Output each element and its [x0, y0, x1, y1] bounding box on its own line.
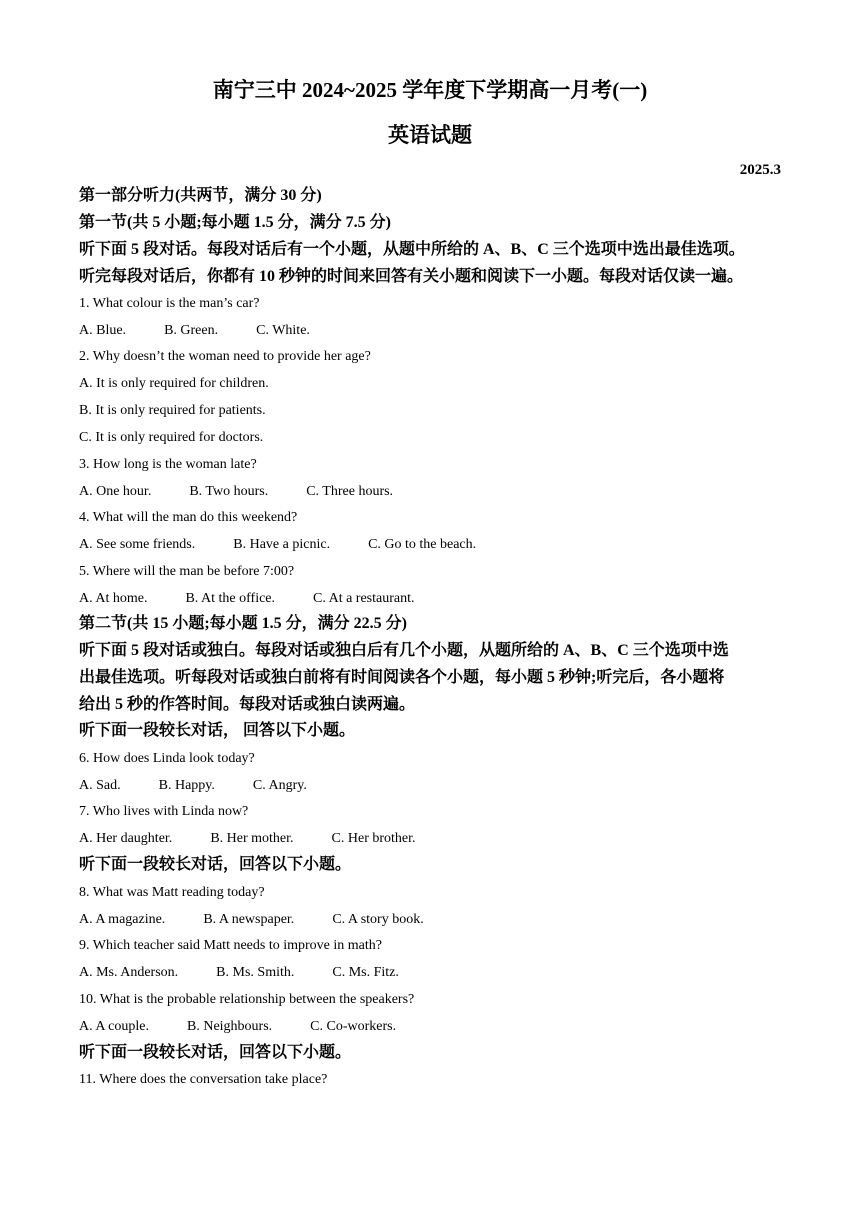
option-c: C. Co-workers. [310, 1019, 397, 1034]
question-9-options [79, 963, 785, 983]
exam-date: 2025.3 [739, 162, 781, 178]
option-c: C. A story book. [332, 912, 424, 927]
option-c: C. Three hours. [306, 484, 394, 499]
question-8: 8. What was Matt reading today? [79, 885, 265, 900]
option-b: B. Happy. [158, 778, 215, 793]
question-2: 2. Why doesn’t the woman need to provide her age? [79, 349, 371, 364]
option-b: B. Her mother. [210, 831, 294, 846]
section2-instructions-line3: 给出 5 秒的作答时间。每段对话或独白读两遍。 [79, 696, 416, 713]
question-6: 6. How does Linda look today? [79, 751, 255, 766]
option-b: B. Neighbours. [187, 1019, 273, 1034]
question-2-option-a: A. It is only required for children. [79, 376, 269, 391]
question-7: 7. Who lives with Linda now? [79, 804, 249, 819]
question-11: 11. Where does the conversation take place? [79, 1072, 328, 1087]
section2-heading: 第二节(共 15 小题;每小题 1.5 分，满分 22.5 分) [79, 615, 407, 632]
question-8-options [79, 910, 785, 930]
option-b: B. A newspaper. [203, 912, 295, 927]
section1-instructions-line1: 听下面 5 段对话。每段对话后有一个小题，从题中所给的 A、B、C 三个选项中选出最佳选项。 [79, 241, 745, 258]
option-c: C. Angry. [252, 778, 307, 793]
question-5: 5. Where will the man be before 7:00? [79, 564, 295, 579]
option-a: A. Her daughter. [79, 831, 173, 846]
option-a: A. A magazine. [79, 912, 166, 927]
option-a: A. A couple. [79, 1019, 149, 1034]
question-6-options [79, 776, 785, 796]
option-b: B. At the office. [185, 591, 276, 606]
question-1: 1. What colour is the man’s car? [79, 296, 260, 311]
section1-instructions-line2: 听完每段对话后，你都有 10 秒钟的时间来回答有关小题和阅读下一小题。每段对话仅读一遍。 [79, 268, 744, 285]
question-7-options [79, 829, 785, 849]
section2-instructions-line1: 听下面 5 段对话或独白。每段对话或独白后有几个小题，从题所给的 A、B、C 三个选项中选 [79, 642, 729, 659]
exam-title: 南宁三中 2024~2025 学年度下学期高一月考(一) [212, 78, 648, 102]
question-5-options [79, 589, 785, 609]
option-a: A. Blue. [79, 323, 127, 338]
option-a: A. Sad. [79, 778, 121, 793]
option-c: C. At a restaurant. [313, 591, 415, 606]
option-b: B. Have a picnic. [233, 537, 331, 552]
dialog-intro-2: 听下面一段较长对话，回答以下小题。 [79, 856, 352, 873]
option-b: B. Ms. Smith. [216, 965, 295, 980]
question-3: 3. How long is the woman late? [79, 457, 257, 472]
section2-instructions-line2: 出最佳选项。听每段对话或独白前将有时间阅读各个小题，每小题 5 秒钟;听完后，各小题将 [79, 669, 725, 686]
option-c: C. White. [256, 323, 310, 338]
part1-heading: 第一部分听力(共两节，满分 30 分) [79, 187, 322, 204]
question-10: 10. What is the probable relationship between the speakers? [79, 992, 415, 1007]
option-a: A. Ms. Anderson. [79, 965, 179, 980]
question-9: 9. Which teacher said Matt needs to improve in math? [79, 938, 382, 953]
question-4: 4. What will the man do this weekend? [79, 510, 298, 525]
option-a: A. One hour. [79, 484, 152, 499]
question-4-options [79, 535, 785, 555]
option-b: B. Two hours. [189, 484, 269, 499]
exam-subtitle: 英语试题 [388, 123, 472, 147]
dialog-intro-3: 听下面一段较长对话，回答以下小题。 [79, 1044, 352, 1061]
option-a: A. See some friends. [79, 537, 196, 552]
option-c: C. Go to the beach. [368, 537, 477, 552]
option-c: C. Her brother. [331, 831, 416, 846]
option-a: A. At home. [79, 591, 148, 606]
dialog-intro-1: 听下面一段较长对话， 回答以下小题。 [79, 722, 356, 739]
question-2-option-b: B. It is only required for patients. [79, 403, 266, 418]
question-10-options [79, 1017, 785, 1037]
option-b: B. Green. [164, 323, 219, 338]
option-c: C. Ms. Fitz. [332, 965, 399, 980]
question-1-options [79, 321, 785, 341]
question-3-options [79, 482, 785, 502]
section1-heading: 第一节(共 5 小题;每小题 1.5 分，满分 7.5 分) [79, 214, 391, 231]
question-2-option-c: C. It is only required for doctors. [79, 430, 264, 445]
